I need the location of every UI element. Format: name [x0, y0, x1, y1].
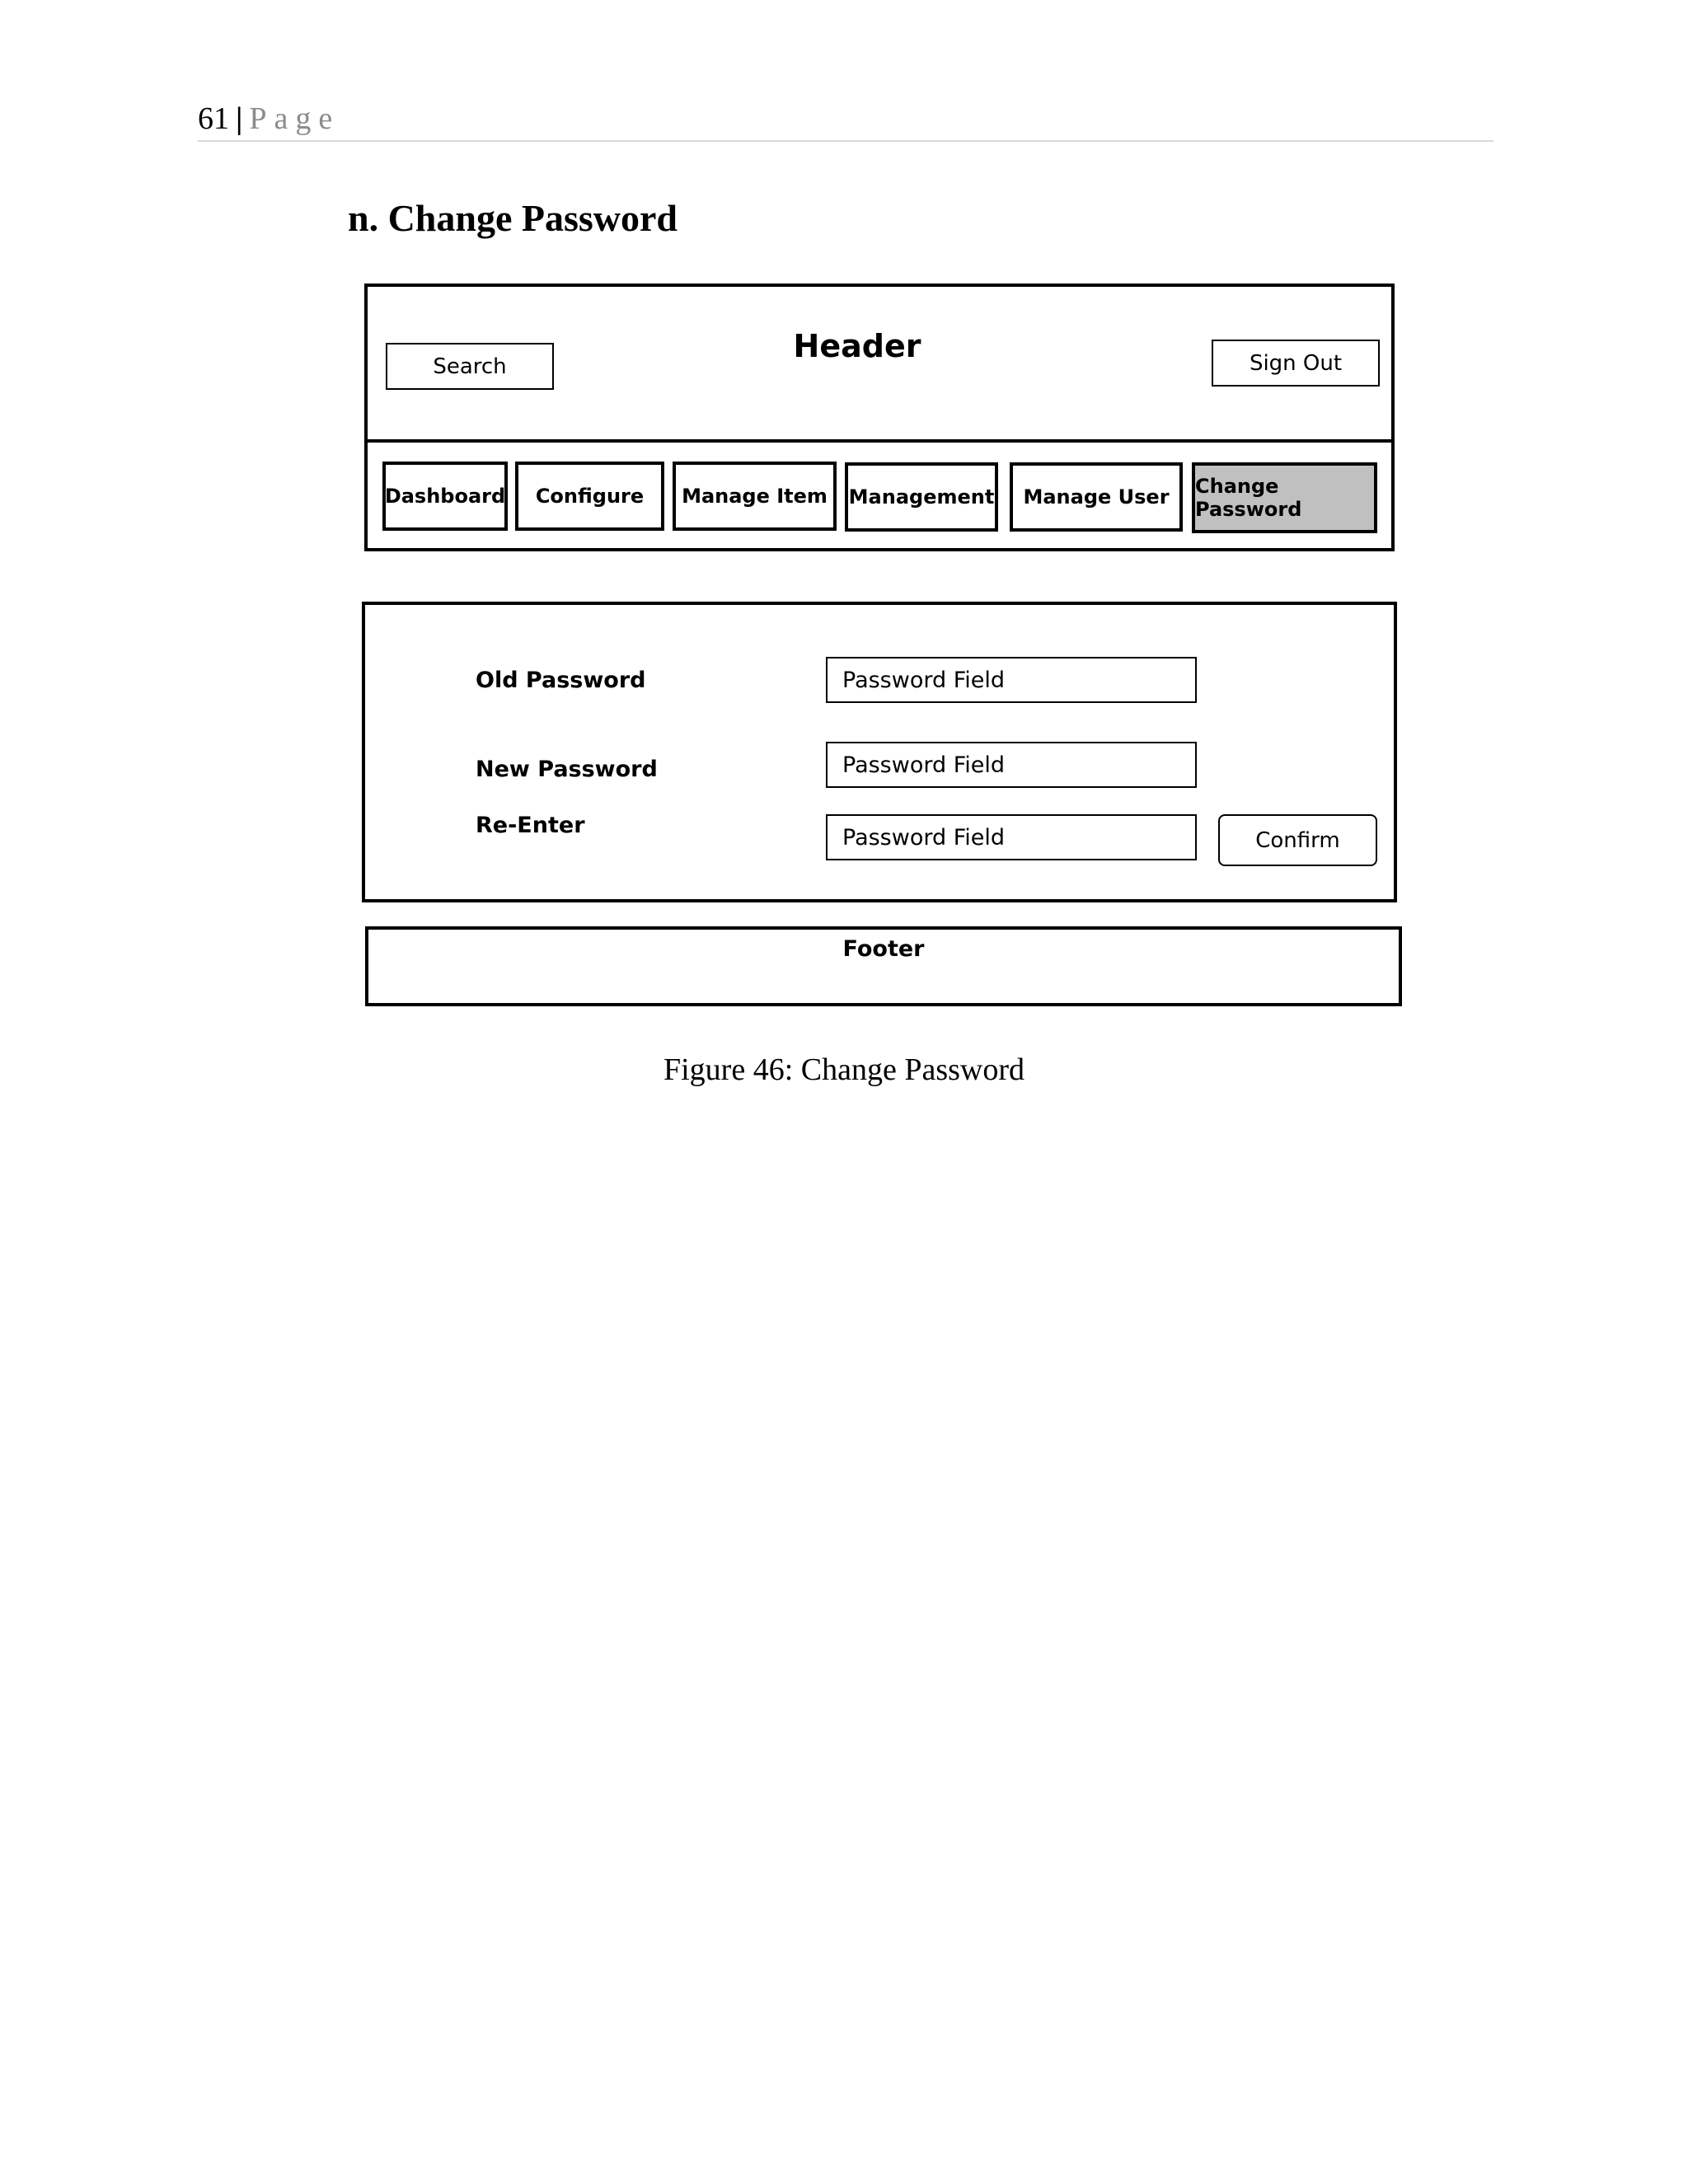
sign-out-button[interactable]: Sign Out — [1212, 340, 1380, 387]
nav-item-manage-user[interactable]: Manage User — [1010, 462, 1183, 532]
page-number: 61 — [198, 101, 229, 136]
section-title: n. Change Password — [348, 197, 678, 239]
re-enter-label: Re-Enter — [476, 813, 585, 838]
old-password-field[interactable]: Password Field — [826, 657, 1197, 703]
nav-item-manage-item[interactable]: Manage Item — [673, 462, 837, 531]
confirm-button[interactable]: Confirm — [1218, 814, 1377, 866]
page-word: Page — [249, 101, 340, 136]
nav-item-management[interactable]: Management — [845, 462, 998, 532]
nav-item-dashboard[interactable]: Dashboard — [382, 462, 508, 531]
new-password-field[interactable]: Password Field — [826, 742, 1197, 788]
footer-label: Footer — [842, 936, 925, 962]
page-header — [198, 97, 1493, 142]
header-divider — [364, 439, 1395, 443]
page-separator: | — [236, 101, 243, 136]
nav-item-change-password[interactable]: Change Password — [1192, 462, 1377, 533]
figure-caption: Figure 46: Change Password — [663, 1052, 1025, 1087]
new-password-label: New Password — [476, 757, 658, 782]
re-enter-password-field[interactable]: Password Field — [826, 814, 1197, 860]
search-button[interactable]: Search — [386, 343, 554, 390]
nav-item-configure[interactable]: Configure — [515, 462, 664, 531]
header-title: Header — [793, 328, 921, 364]
old-password-label: Old Password — [476, 668, 646, 693]
